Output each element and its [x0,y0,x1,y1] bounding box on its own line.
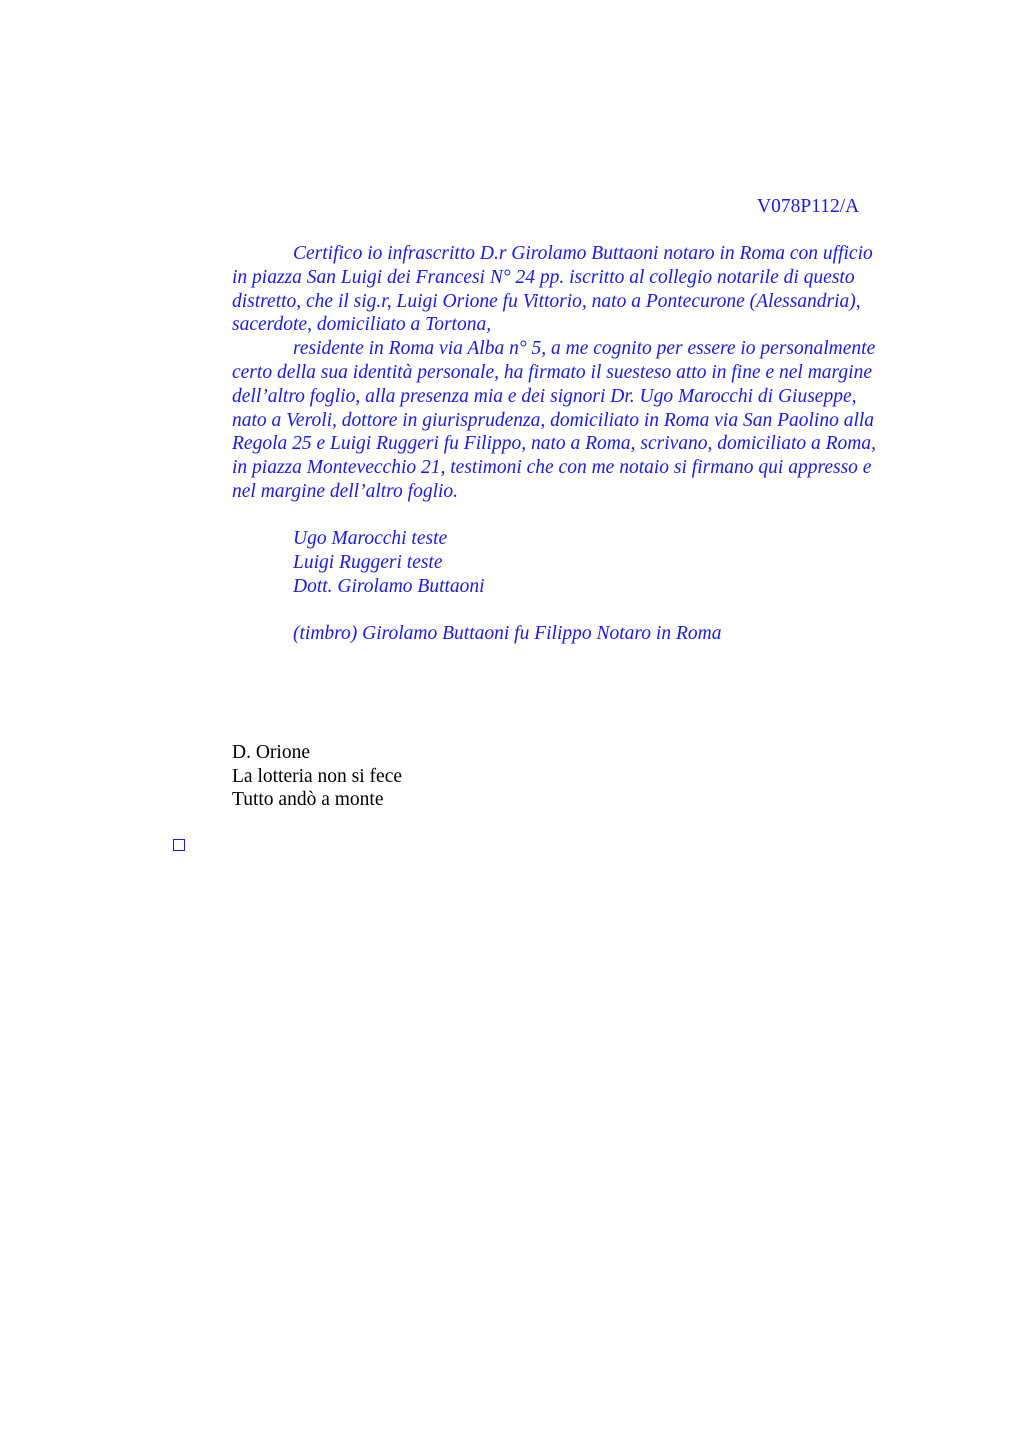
note-line: D. Orione [232,742,310,763]
text-line: certo della sua identità personale, ha firmato il suesteso atto in fine e nel margine [232,361,872,383]
text-line: residente in Roma via Alba n° 5, a me cognito per essere io personalmente [293,338,876,360]
text-line: distretto, che il sig.r, Luigi Orione fu Vittorio, nato a Pontecurone (Alessandria), [232,290,861,312]
certificate-paragraph-2 [232,337,922,504]
text-line: in piazza San Luigi dei Francesi N° 24 pp. iscritto al collegio notarile di questo [232,266,855,288]
signature-luigi-ruggeri: Luigi Ruggeri teste [293,552,443,573]
text-line: Regola 25 e Luigi Ruggeri fu Filippo, nato a Roma, scrivano, domiciliato a Roma, [232,433,876,455]
certificate-text [232,242,922,504]
text-line: dell’altro foglio, alla presenza mia e dei signori Dr. Ugo Marocchi di Giuseppe, [232,385,857,407]
text-line: sacerdote, domiciliato a Tortona, [232,314,492,336]
notary-stamp-text: (timbro) Girolamo Buttaoni fu Filippo Notaro in Roma [293,623,722,644]
checkbox-icon[interactable] [173,839,185,851]
text-line: nel margine dell’altro foglio. [232,480,459,502]
note-line: Tutto andò a monte [232,789,384,810]
text-line: Certifico io infrascritto D.r Girolamo Buttaoni notaro in Roma con ufficio [293,243,873,264]
certificate-paragraph-1 [232,242,922,337]
reference-code: V078P112/A [757,196,860,217]
signature-ugo-marocchi: Ugo Marocchi teste [293,528,448,549]
text-line: nato a Veroli, dottore in giurisprudenza, domiciliato in Roma via San Paolino alla [232,409,875,431]
text-line: in piazza Montevecchio 21, testimoni che con me notaio si firmano qui appresso e [232,457,872,479]
note-line: La lotteria non si fece [232,766,403,787]
signature-girolamo-buttaoni: Dott. Girolamo Buttaoni [293,576,485,597]
